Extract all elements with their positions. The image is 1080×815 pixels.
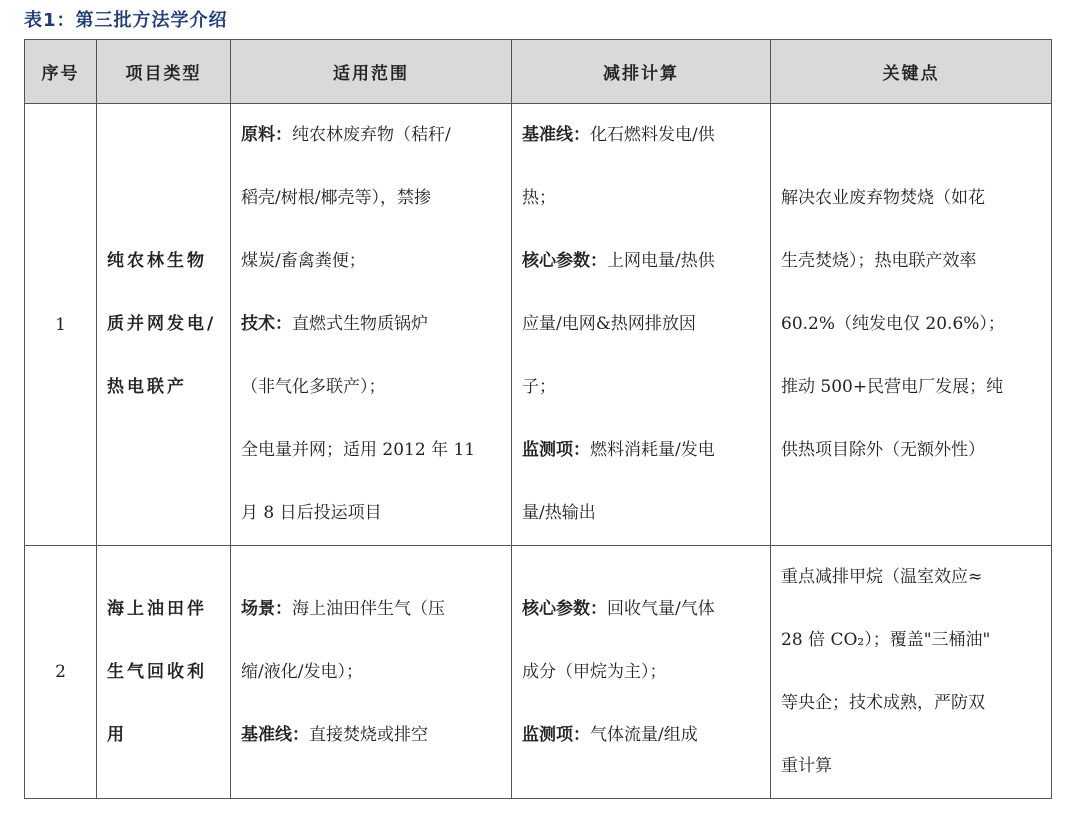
scope-label: 基准线： (241, 724, 309, 745)
calc-text: 回收气量/气体 (607, 598, 715, 619)
table-row (25, 546, 1052, 799)
key-point-line: 重点减排甲烷（温室效应≈ (781, 567, 983, 587)
header-scope: 适用范围 (231, 40, 512, 104)
calc-text: 子； (522, 377, 556, 397)
table-caption: 表1：第三批方法学介绍 (24, 10, 228, 31)
scope-label: 技术： (241, 314, 292, 334)
calc-text: 燃料消耗量/发电 (590, 440, 715, 460)
scope-text: 纯农林废弃物（秸秆/ (292, 125, 451, 145)
project-type-line: 质并网发电/ (107, 314, 217, 334)
scope-text: 全电量并网；适用 2012 年 11 (241, 440, 476, 460)
methodology-table (24, 39, 1052, 799)
project-type-line: 纯农林生物 (107, 251, 207, 271)
calc-label: 基准线： (522, 125, 590, 145)
key-points-cell (771, 104, 1052, 546)
calc-label: 监测项： (522, 724, 590, 745)
key-point-line: 供热项目除外（无额外性） (781, 440, 985, 460)
key-point-line: 推动 500+民营电厂发展；纯 (781, 377, 1004, 397)
key-point-line: 重计算 (781, 756, 832, 776)
project-type-line: 用 (107, 724, 127, 745)
key-point-line: 60.2%（纯发电仅 20.6%）； (781, 314, 1005, 334)
project-type-line: 热电联产 (107, 377, 187, 397)
key-points-cell (771, 546, 1052, 799)
scope-cell (231, 546, 512, 799)
key-point-line: 解决农业废弃物焚烧（如花 (781, 188, 985, 208)
calc-text: 化石燃料发电/供 (590, 125, 715, 145)
calc-text: 成分（甲烷为主）； (522, 661, 667, 682)
calc-label: 监测项： (522, 440, 590, 460)
project-type-line: 生气回收利 (107, 661, 207, 682)
table-header-row (25, 40, 1052, 104)
scope-text: 直接焚烧或排空 (309, 724, 428, 745)
scope-text: 直燃式生物质锅炉 (292, 314, 428, 334)
table-row (25, 104, 1052, 546)
calc-text: 热； (522, 188, 556, 208)
header-project-type: 项目类型 (97, 40, 231, 104)
calc-cell (512, 546, 771, 799)
calc-text: 气体流量/组成 (590, 724, 698, 745)
scope-text: 缩/液化/发电）； (241, 661, 363, 682)
scope-text: 稻壳/树根/椰壳等），禁掺 (241, 188, 431, 208)
row-index: 1 (25, 104, 97, 546)
row-index: 2 (25, 546, 97, 799)
calc-cell (512, 104, 771, 546)
project-type-line: 海上油田伴 (107, 598, 207, 619)
header-key-points: 关键点 (771, 40, 1052, 104)
scope-label: 原料： (241, 125, 292, 145)
header-index: 序号 (25, 40, 97, 104)
calc-label: 核心参数： (522, 598, 607, 619)
key-point-line: 生壳焚烧）；热电联产效率 (781, 251, 977, 271)
calc-text: 应量/电网&热网排放因 (522, 314, 696, 334)
calc-text: 上网电量/热供 (607, 251, 715, 271)
scope-cell (231, 104, 512, 546)
calc-label: 核心参数： (522, 251, 607, 271)
key-point-line: 28 倍 CO₂）；覆盖"三桶油" (781, 630, 991, 650)
key-point-line: 等央企；技术成熟，严防双 (781, 693, 985, 713)
scope-text: 海上油田伴生气（压 (292, 598, 445, 619)
scope-label: 场景： (241, 598, 292, 619)
calc-text: 量/热输出 (522, 503, 596, 523)
scope-text: 月 8 日后投运项目 (241, 503, 382, 523)
scope-text: 煤炭/畜禽粪便； (241, 251, 366, 271)
project-type-cell (97, 546, 231, 799)
header-reduction-calc: 减排计算 (512, 40, 771, 104)
project-type-cell (97, 104, 231, 546)
scope-text: （非气化多联产）； (241, 377, 386, 397)
